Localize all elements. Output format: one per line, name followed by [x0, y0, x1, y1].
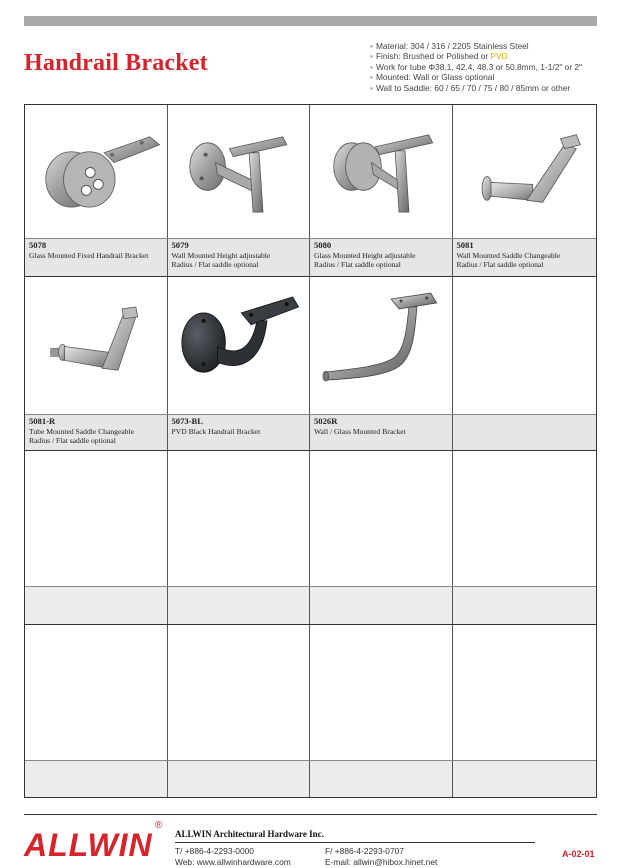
product-desc: PVD Black Handrail Bracket — [171, 426, 261, 436]
label-row — [25, 239, 596, 277]
fax-text: F/ +886-4-2293-0707 — [325, 846, 404, 856]
empty-label-cell — [310, 761, 453, 797]
empty-image-cell — [453, 277, 597, 414]
product-desc-2: Radius / Flat saddle optional — [314, 260, 401, 270]
image-row — [25, 625, 596, 761]
empty-image-cell — [453, 625, 597, 760]
product-code: 5079 — [171, 240, 189, 250]
product-code: 5081-R — [29, 416, 56, 426]
product-label[interactable] — [310, 239, 453, 276]
tel-text: T/ +886-4-2293-0000 — [175, 846, 254, 856]
empty-image-cell — [168, 625, 311, 760]
product-label[interactable] — [310, 415, 453, 450]
company-logo: ALLWIN — [24, 827, 153, 863]
product-image-5073-bl[interactable] — [168, 277, 311, 414]
email-link[interactable]: E-mail: allwin@hibox.hinet.net — [325, 857, 438, 867]
product-image-5079[interactable] — [168, 105, 311, 238]
spec-item: • Wall to Saddle: 60 / 65 / 70 / 75 / 80 / 85mm or other — [370, 82, 571, 93]
spec-list — [370, 41, 582, 93]
empty-image-cell — [25, 625, 168, 760]
footer-divider — [24, 814, 597, 815]
empty-label-cell — [453, 587, 597, 624]
empty-image-cell — [310, 625, 453, 760]
label-row — [25, 761, 596, 797]
empty-image-cell — [168, 451, 311, 586]
empty-image-cell — [453, 451, 597, 586]
empty-label-cell — [25, 587, 168, 624]
page-code: A-02-01 — [562, 849, 595, 859]
product-image-5026r[interactable] — [310, 277, 453, 414]
label-row — [25, 415, 596, 451]
top-bar — [24, 16, 597, 26]
empty-image-cell — [310, 451, 453, 586]
product-image-5081[interactable] — [453, 105, 597, 238]
product-image-5080[interactable] — [310, 105, 453, 238]
empty-label-cell — [453, 415, 597, 450]
product-code: 5073-BL — [171, 416, 204, 426]
spec-item: • Work for tube Φ38.1, 42.4, 48.3 or 50.8mm, 1-1/2" or 2" — [370, 61, 583, 72]
product-label[interactable] — [25, 415, 168, 450]
website-link[interactable]: Web: www.allwinhardware.com — [175, 857, 291, 867]
spec-item: • Finish: Brushed or Polished or PVD — [370, 51, 508, 62]
product-desc: Glass Mounted Fixed Handrail Bracket — [29, 250, 149, 260]
empty-label-cell — [25, 761, 168, 797]
product-code: 5080 — [314, 240, 332, 250]
product-code: 5026R — [314, 416, 338, 426]
product-code: 5078 — [29, 240, 47, 250]
product-desc: Wall Mounted Saddle Changeable — [456, 250, 561, 260]
product-desc: Wall Mounted Height adjustable — [171, 250, 271, 260]
empty-label-cell — [310, 587, 453, 624]
product-desc-2: Radius / Flat saddle optional — [29, 436, 116, 446]
product-image-5081-r[interactable] — [25, 277, 168, 414]
pvd-highlight: PVD — [490, 51, 508, 62]
empty-label-cell — [168, 587, 311, 624]
company-name: ALLWIN Architectural Hardware Inc. — [175, 829, 324, 839]
product-desc: Wall / Glass Mounted Bracket — [314, 426, 406, 436]
product-grid — [24, 104, 597, 798]
product-desc-2: Radius / Flat saddle optional — [171, 260, 259, 270]
product-code: 5081 — [456, 240, 474, 250]
product-label[interactable] — [453, 239, 597, 276]
spec-item: • Material: 304 / 316 / 2205 Stainless Steel — [370, 41, 529, 51]
product-label[interactable] — [168, 415, 311, 450]
empty-label-cell — [453, 761, 597, 797]
label-row — [25, 587, 596, 625]
product-desc: Glass Mounted Height adjustable — [314, 250, 416, 260]
empty-label-cell — [168, 761, 311, 797]
product-image-5078[interactable] — [25, 105, 168, 238]
product-desc: Tube Mounted Saddle Changeable — [29, 426, 134, 436]
empty-image-cell — [25, 451, 168, 586]
contact-divider — [175, 842, 535, 843]
product-label[interactable] — [25, 239, 168, 276]
image-row — [25, 277, 596, 415]
product-label[interactable] — [168, 239, 311, 276]
page-title: Handrail Bracket — [24, 50, 208, 76]
registered-mark: ® — [155, 820, 163, 831]
image-row — [25, 105, 596, 239]
image-row — [25, 451, 596, 587]
product-desc-2: Radius / Flat saddle optional — [456, 260, 544, 270]
spec-item: • Mounted: Wall or Glass optional — [370, 72, 495, 83]
